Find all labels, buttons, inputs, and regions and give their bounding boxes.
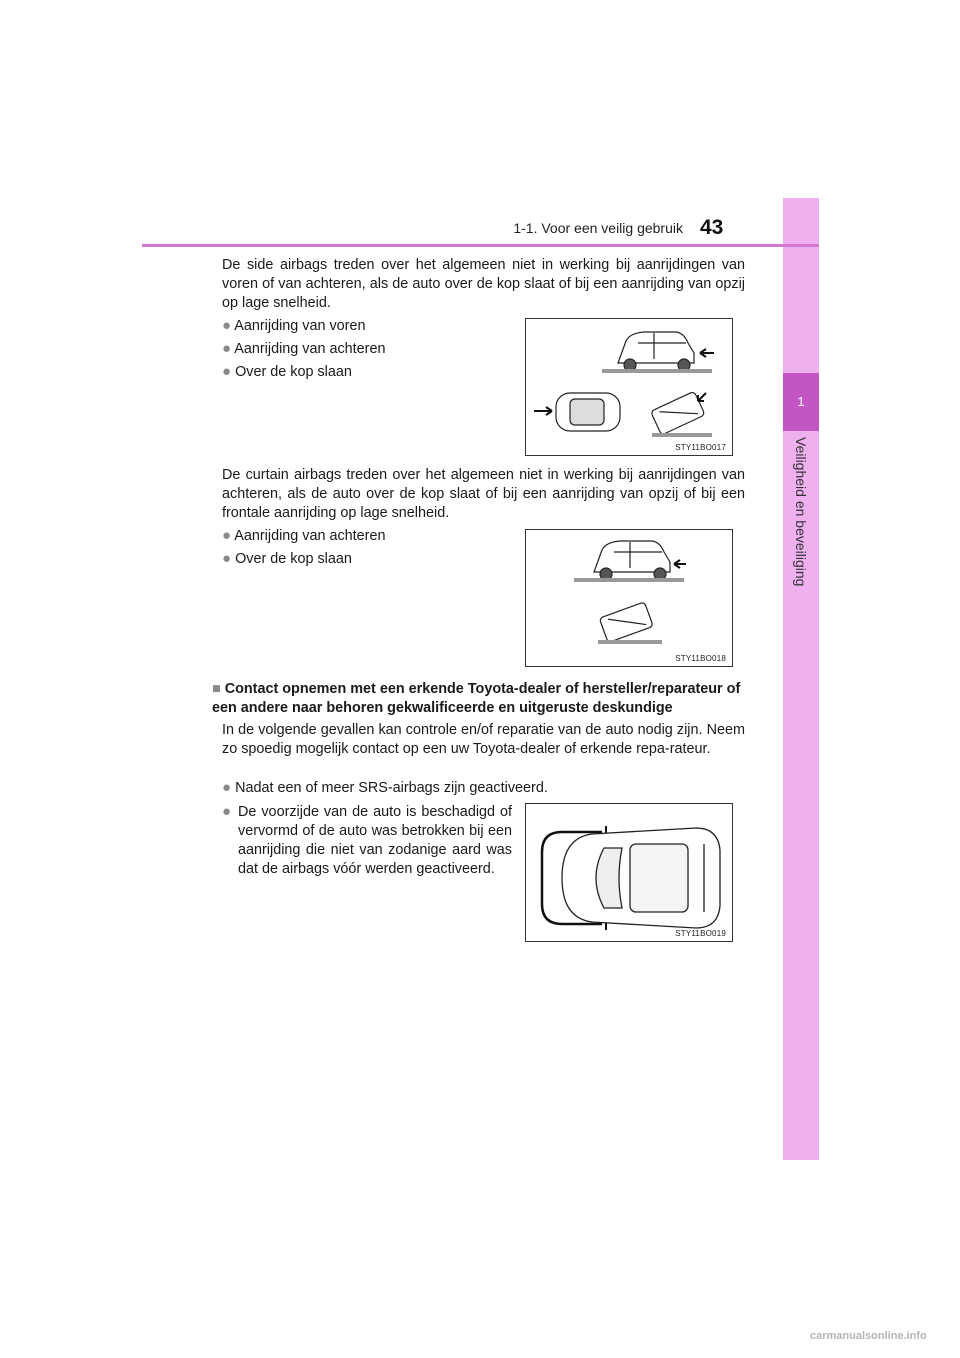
square-bullet-icon: ■ [212,681,221,697]
figure-id: STY11BO019 [675,929,726,938]
figure-curtain-airbag [525,529,733,667]
bullet-icon: ● [222,317,232,334]
figure-side-airbag [525,318,733,456]
figure-front-damage [525,803,733,942]
curtain-airbag-paragraph: De curtain airbags treden over het algemeen niet in werking bij aanrijdingen van achteren, als de auto over de kop slaat of bij een aanrijding van opzij of bij een frontale aanrijding op lage snelheid. [222,467,745,521]
inspection-paragraph: In de volgende gevallen kan controle en/of reparatie van de auto nodig zijn. Neem zo spoedig mogelijk contact op een uw Toyota-dealer of erkende repa-rateur. [222,722,745,757]
watermark: carmanualsonline.info [810,1330,927,1342]
arrow-icon [674,560,686,568]
list-item: ● Aanrijding van achteren [222,527,386,544]
car-side-icon [594,541,670,580]
car-collision-illustration [526,319,732,455]
header-rule [142,244,819,247]
side-airbag-paragraph: De side airbags treden over het algemeen niet in werking bij aanrijdingen van voren of van achteren, als de auto over de kop slaat of bij een aanrijding van opzij op lage snelheid. [222,257,745,311]
section-heading: ■ Contact opnemen met een erkende Toyota-dealer of hersteller/reparateur of een andere naar behoren gekwalificeerde en uitgeruste deskundige [212,681,741,716]
chapter-label: Veiligheid en beveiliging [793,437,809,587]
list-item: ● De voorzijde van de auto is beschadigd of vervormd of de auto was betrokken bij een aanrijding die niet van zodanige aard was dat de airbags vóór werden geactiveerd. [222,803,512,877]
bullet-icon: ● [222,803,232,820]
car-top-damage-illustration [526,804,732,941]
car-rollover-icon [651,391,705,435]
chapter-side-tab [783,198,819,1160]
list-item: ● Over de kop slaan [222,363,352,380]
bullet-icon: ● [222,340,232,357]
page-number: 43 [700,216,724,239]
figure-id: STY11BO018 [675,654,726,663]
car-rollover-icon [599,602,653,643]
car-rear-rollover-illustration [526,530,732,666]
list-item: ● Aanrijding van achteren [222,340,386,357]
arrow-icon [698,393,706,401]
list-item: ● Over de kop slaan [222,550,352,567]
list-item: ● Nadat een of meer SRS-airbags zijn geactiveerd. [222,779,548,796]
chapter-number: 1 [783,373,819,431]
list-item: ● Aanrijding van voren [222,317,366,334]
bullet-icon: ● [222,550,232,567]
arrow-icon [700,349,714,357]
bullet-icon: ● [222,363,232,380]
figure-id: STY11BO017 [675,443,726,452]
car-side-icon [618,332,694,371]
bullet-icon: ● [222,527,232,544]
bullet-icon: ● [222,779,232,796]
car-top-icon [556,393,620,431]
arrow-icon [534,407,552,415]
car-top-icon [562,828,720,928]
section-title: 1-1. Voor een veilig gebruik [513,220,683,236]
